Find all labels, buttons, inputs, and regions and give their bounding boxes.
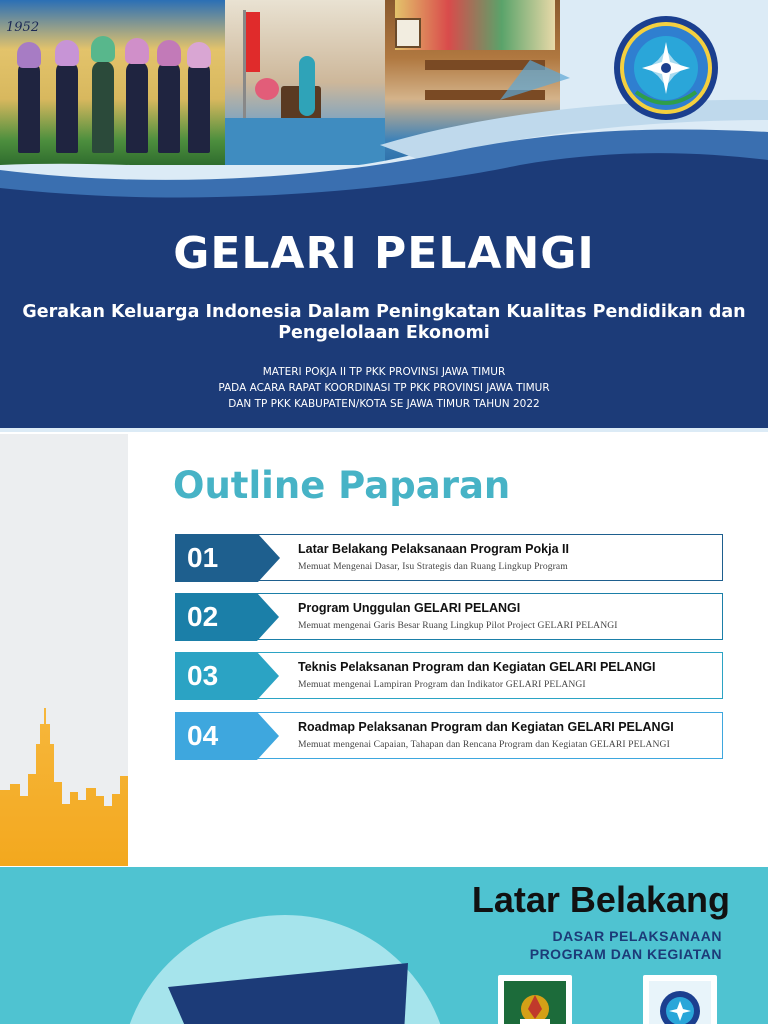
outline-item-number: 03 (175, 652, 247, 700)
banner-shape-icon (168, 963, 428, 1024)
outline-item-heading: Roadmap Pelaksanan Program dan Kegiatan GELARI PELANGI (298, 720, 674, 734)
outline-item-number: 04 (175, 712, 247, 760)
garuda-emblem-icon (498, 975, 572, 1024)
photo-sign-text: 1952 (6, 20, 40, 35)
background-slide (0, 867, 768, 1024)
outline-title: Outline Paparan (173, 464, 511, 507)
outline-item-heading: Teknis Pelaksanan Program dan Kegiatan GELARI PELANGI (298, 660, 656, 674)
pkk-emblem-icon (612, 14, 720, 122)
chevron-right-icon (243, 593, 283, 641)
chevron-right-icon (243, 712, 283, 760)
title-slide (0, 0, 768, 432)
materi-line: MATERI POKJA II TP PKK PROVINSI JAWA TIMUR (262, 366, 506, 378)
outline-slide (0, 434, 768, 866)
outline-item-desc: Memuat Mengenai Dasar, Isu Strategis dan Ruang Lingkup Program (298, 561, 568, 572)
city-skyline-icon (0, 704, 128, 866)
section-title: Latar Belakang (471, 879, 730, 920)
outline-item-desc: Memuat mengenai Capaian, Tahapan dan Rencana Program dan Kegiatan GELARI PELANGI (298, 739, 670, 750)
outline-item (175, 593, 723, 641)
page-subtitle: Gerakan Keluarga Indonesia Dalam Peningkatan Kualitas Pendidikan dan Pengelolaan Ekonomi (22, 302, 746, 343)
outline-item-heading: Latar Belakang Pelaksanaan Program Pokja II (298, 542, 569, 556)
outline-item-desc: Memuat mengenai Lampiran Program dan Indikator GELARI PELANGI (298, 679, 586, 690)
outline-item (175, 652, 723, 700)
outline-item-heading: Program Unggulan GELARI PELANGI (298, 601, 521, 615)
pkk-small-emblem-icon (643, 975, 717, 1024)
materi-line: PADA ACARA RAPAT KOORDINASI TP PKK PROVINSI JAWA TIMUR (218, 382, 550, 394)
page-title: GELARI PELANGI (173, 228, 595, 279)
materi-line: DAN TP PKK KABUPATEN/KOTA SE JAWA TIMUR TAHUN 2022 (228, 398, 540, 410)
materi-text (0, 364, 768, 412)
outline-item (175, 534, 723, 582)
chevron-right-icon (243, 534, 283, 582)
section-subtitle-line: PROGRAM DAN KEGIATAN (529, 946, 722, 962)
outline-item-number: 02 (175, 593, 247, 641)
outline-item-desc: Memuat mengenai Garis Besar Ruang Lingkup Pilot Project GELARI PELANGI (298, 620, 618, 631)
section-subtitle-line: DASAR PELAKSANAAN (552, 928, 722, 944)
outline-item (175, 712, 723, 760)
section-subtitle (530, 927, 722, 963)
outline-item-number: 01 (175, 534, 247, 582)
chevron-right-icon (243, 652, 283, 700)
